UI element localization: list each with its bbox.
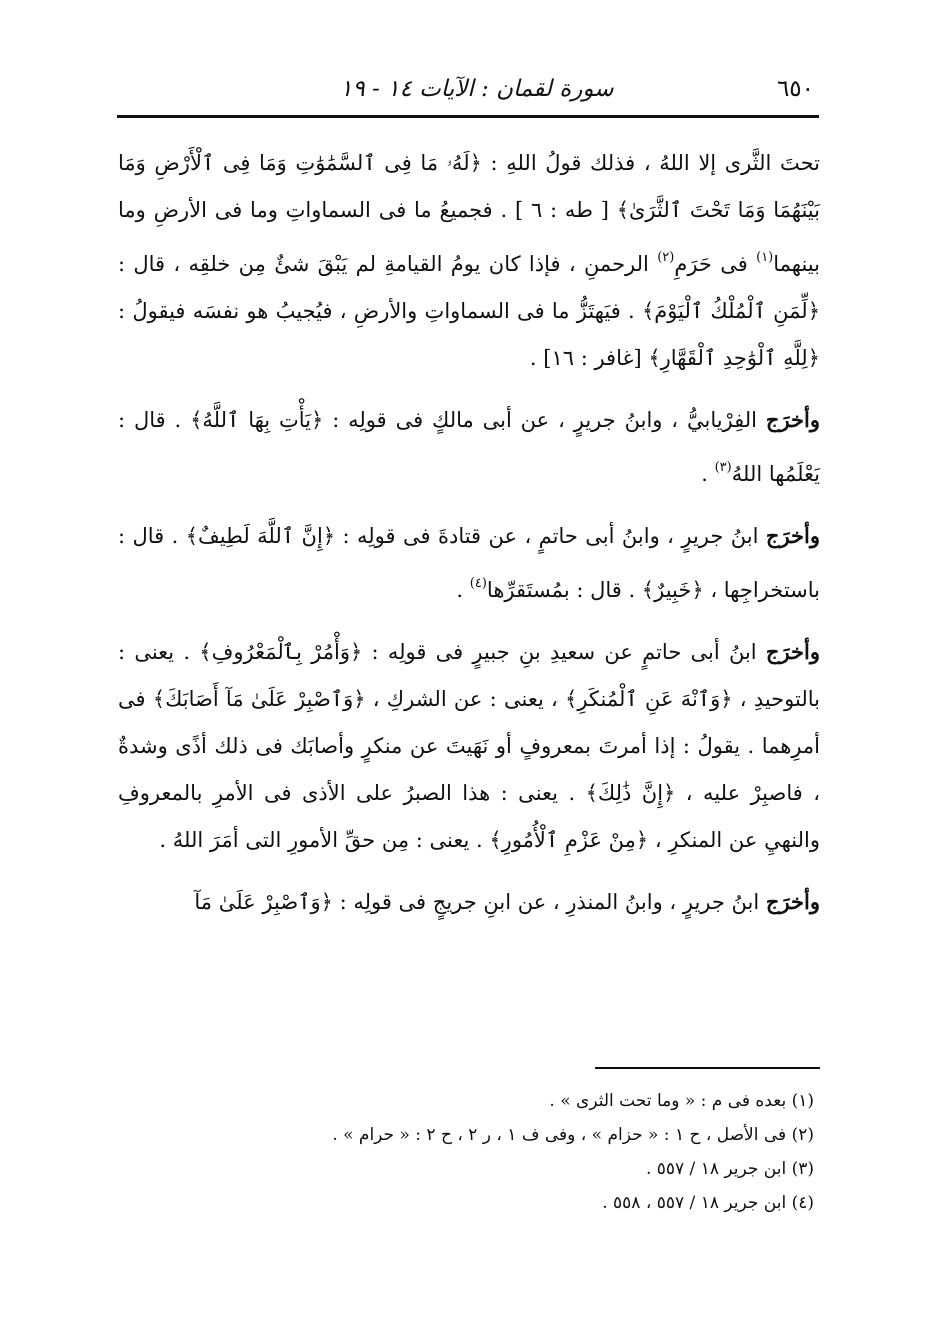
footnote-rule bbox=[595, 1067, 820, 1069]
paragraph-3 bbox=[118, 512, 820, 614]
paragraph-1 bbox=[118, 140, 820, 382]
running-head: سورة لقمان : الآيات ١٤ - ١٩ bbox=[340, 76, 614, 102]
paragraph-lead: وأخرَج bbox=[765, 889, 820, 914]
page-header bbox=[118, 58, 814, 102]
footnote-2: (٢) فى الأصل ، ح ١ : « حزام » ، وفى ف ١ ، ر ٢ ، ح ٢ : « حرام » . bbox=[332, 1125, 814, 1145]
paragraph-text: . bbox=[456, 578, 470, 602]
paragraph-lead: وأخرَج bbox=[765, 523, 820, 548]
footnote-1: (١) بعده فى م : « وما تحت الثرى » . bbox=[549, 1091, 814, 1111]
footnote-3: (٣) ابن جرير ١٨ / ٥٥٧ . bbox=[645, 1159, 814, 1179]
footnotes bbox=[118, 1084, 814, 1220]
footnote-4: (٤) ابن جرير ١٨ / ٥٥٧ ، ٥٥٨ . bbox=[602, 1193, 814, 1213]
footnote-ref-3: (٣) bbox=[714, 460, 732, 475]
paragraph-text: ابنُ أبى حاتمٍ عن سعيدِ بنِ جبيرٍ فى قولِه : ﴿وَأْمُرْ بِٱلْمَعْرُوفِ﴾ . يعنى : بالتوحيدِ ، ﴿وَٱنْهَ عَنِ ٱلْمُنكَرِ﴾ ، يعنى : عن الشركِ ، ﴿وَٱصْبِرْ عَلَىٰ مَآ أَصَابَكَ﴾ فى أمرِهما . يقولُ : إذا أمرتَ بمعروفٍ أو نَهَيتَ عن منكرٍ وأصابَك فى ذلك أذًى وشدةٌ ، فاصبِرْ عليه ، ﴿إِنَّ ذَٰلِكَ﴾ . يعنى : هذا الصبرُ على الأذى فى الأمرِ بالمعروفِ والنهيِ عن المنكرِ ، ﴿مِنْ عَزْمِ ٱلْأُمُورِ﴾ . يعنى : مِن حقِّ الأمورِ التى أمَرَ اللهُ . bbox=[118, 640, 820, 852]
header-rule bbox=[117, 115, 819, 118]
footnote-ref-1: (١) bbox=[756, 250, 774, 265]
paragraph-text: تحتَ الثَّرى إلا اللهُ ، فذلك قولُ اللهِ : ﴿لَهُۥ مَا فِى ٱلسَّمَٰوَٰتِ وَمَا فِى ٱلْأَرْضِ وَمَا بَيْنَهُمَا وَمَا تَحْتَ ٱلثَّرَىٰ﴾ [ طه : ٦ ] . فجميعُ ما فى السماواتِ وما فى الأرضِ وما بينهما bbox=[118, 151, 820, 276]
paragraph-text: ابنُ جريرٍ ، وابنُ المنذرِ ، عن ابنِ جريجٍ فى قولِه : ﴿وَٱصْبِرْ عَلَىٰ مَآ bbox=[194, 890, 766, 914]
paragraph-text: . bbox=[701, 462, 715, 486]
paragraph-text: الفِرْيابيُّ ، وابنُ جريرٍ ، عن أبى مالكٍ فى قولِه : ﴿يَأْتِ بِهَا ٱللَّهُ﴾ . قال : يَعْلَمُها اللهُ bbox=[118, 408, 820, 486]
paragraph-text: فى حَرَمِ bbox=[674, 252, 757, 276]
footnote-ref-4: (٤) bbox=[469, 576, 487, 591]
main-text bbox=[118, 140, 820, 940]
paragraph-5 bbox=[118, 878, 820, 926]
footnote-ref-2: (٢) bbox=[657, 250, 675, 265]
paragraph-4 bbox=[118, 628, 820, 864]
paragraph-lead: وأخرَج bbox=[765, 639, 820, 664]
paragraph-text: الرحمنِ ، فإذا كان يومُ القيامةِ لم يَبْقَ شئٌ مِن خلقِه ، قال : ﴿لِّمَنِ ٱلْمُلْكُ ٱلْيَوْمَ﴾ . فيَهتَزُّ ما فى السماواتِ والأرضِ ، فيُجيبُ هو نفسَه فيقولُ : ﴿لِلَّهِ ٱلْوَٰحِدِ ٱلْقَهَّارِ﴾ [غافر : ١٦] . bbox=[118, 252, 820, 370]
page-number: ٦٥٠ bbox=[776, 76, 814, 102]
paragraph-lead: وأخرَج bbox=[765, 407, 820, 432]
paragraph-2 bbox=[118, 396, 820, 498]
paragraph-text: ابنُ جريرٍ ، وابنُ أبى حاتمٍ ، عن قتادةَ فى قولِه : ﴿إِنَّ ٱللَّهَ لَطِيفٌ﴾ . قال : باستخراجِها ، ﴿خَبِيرٌ﴾ . قال : بمُستَقرِّها bbox=[118, 524, 820, 602]
